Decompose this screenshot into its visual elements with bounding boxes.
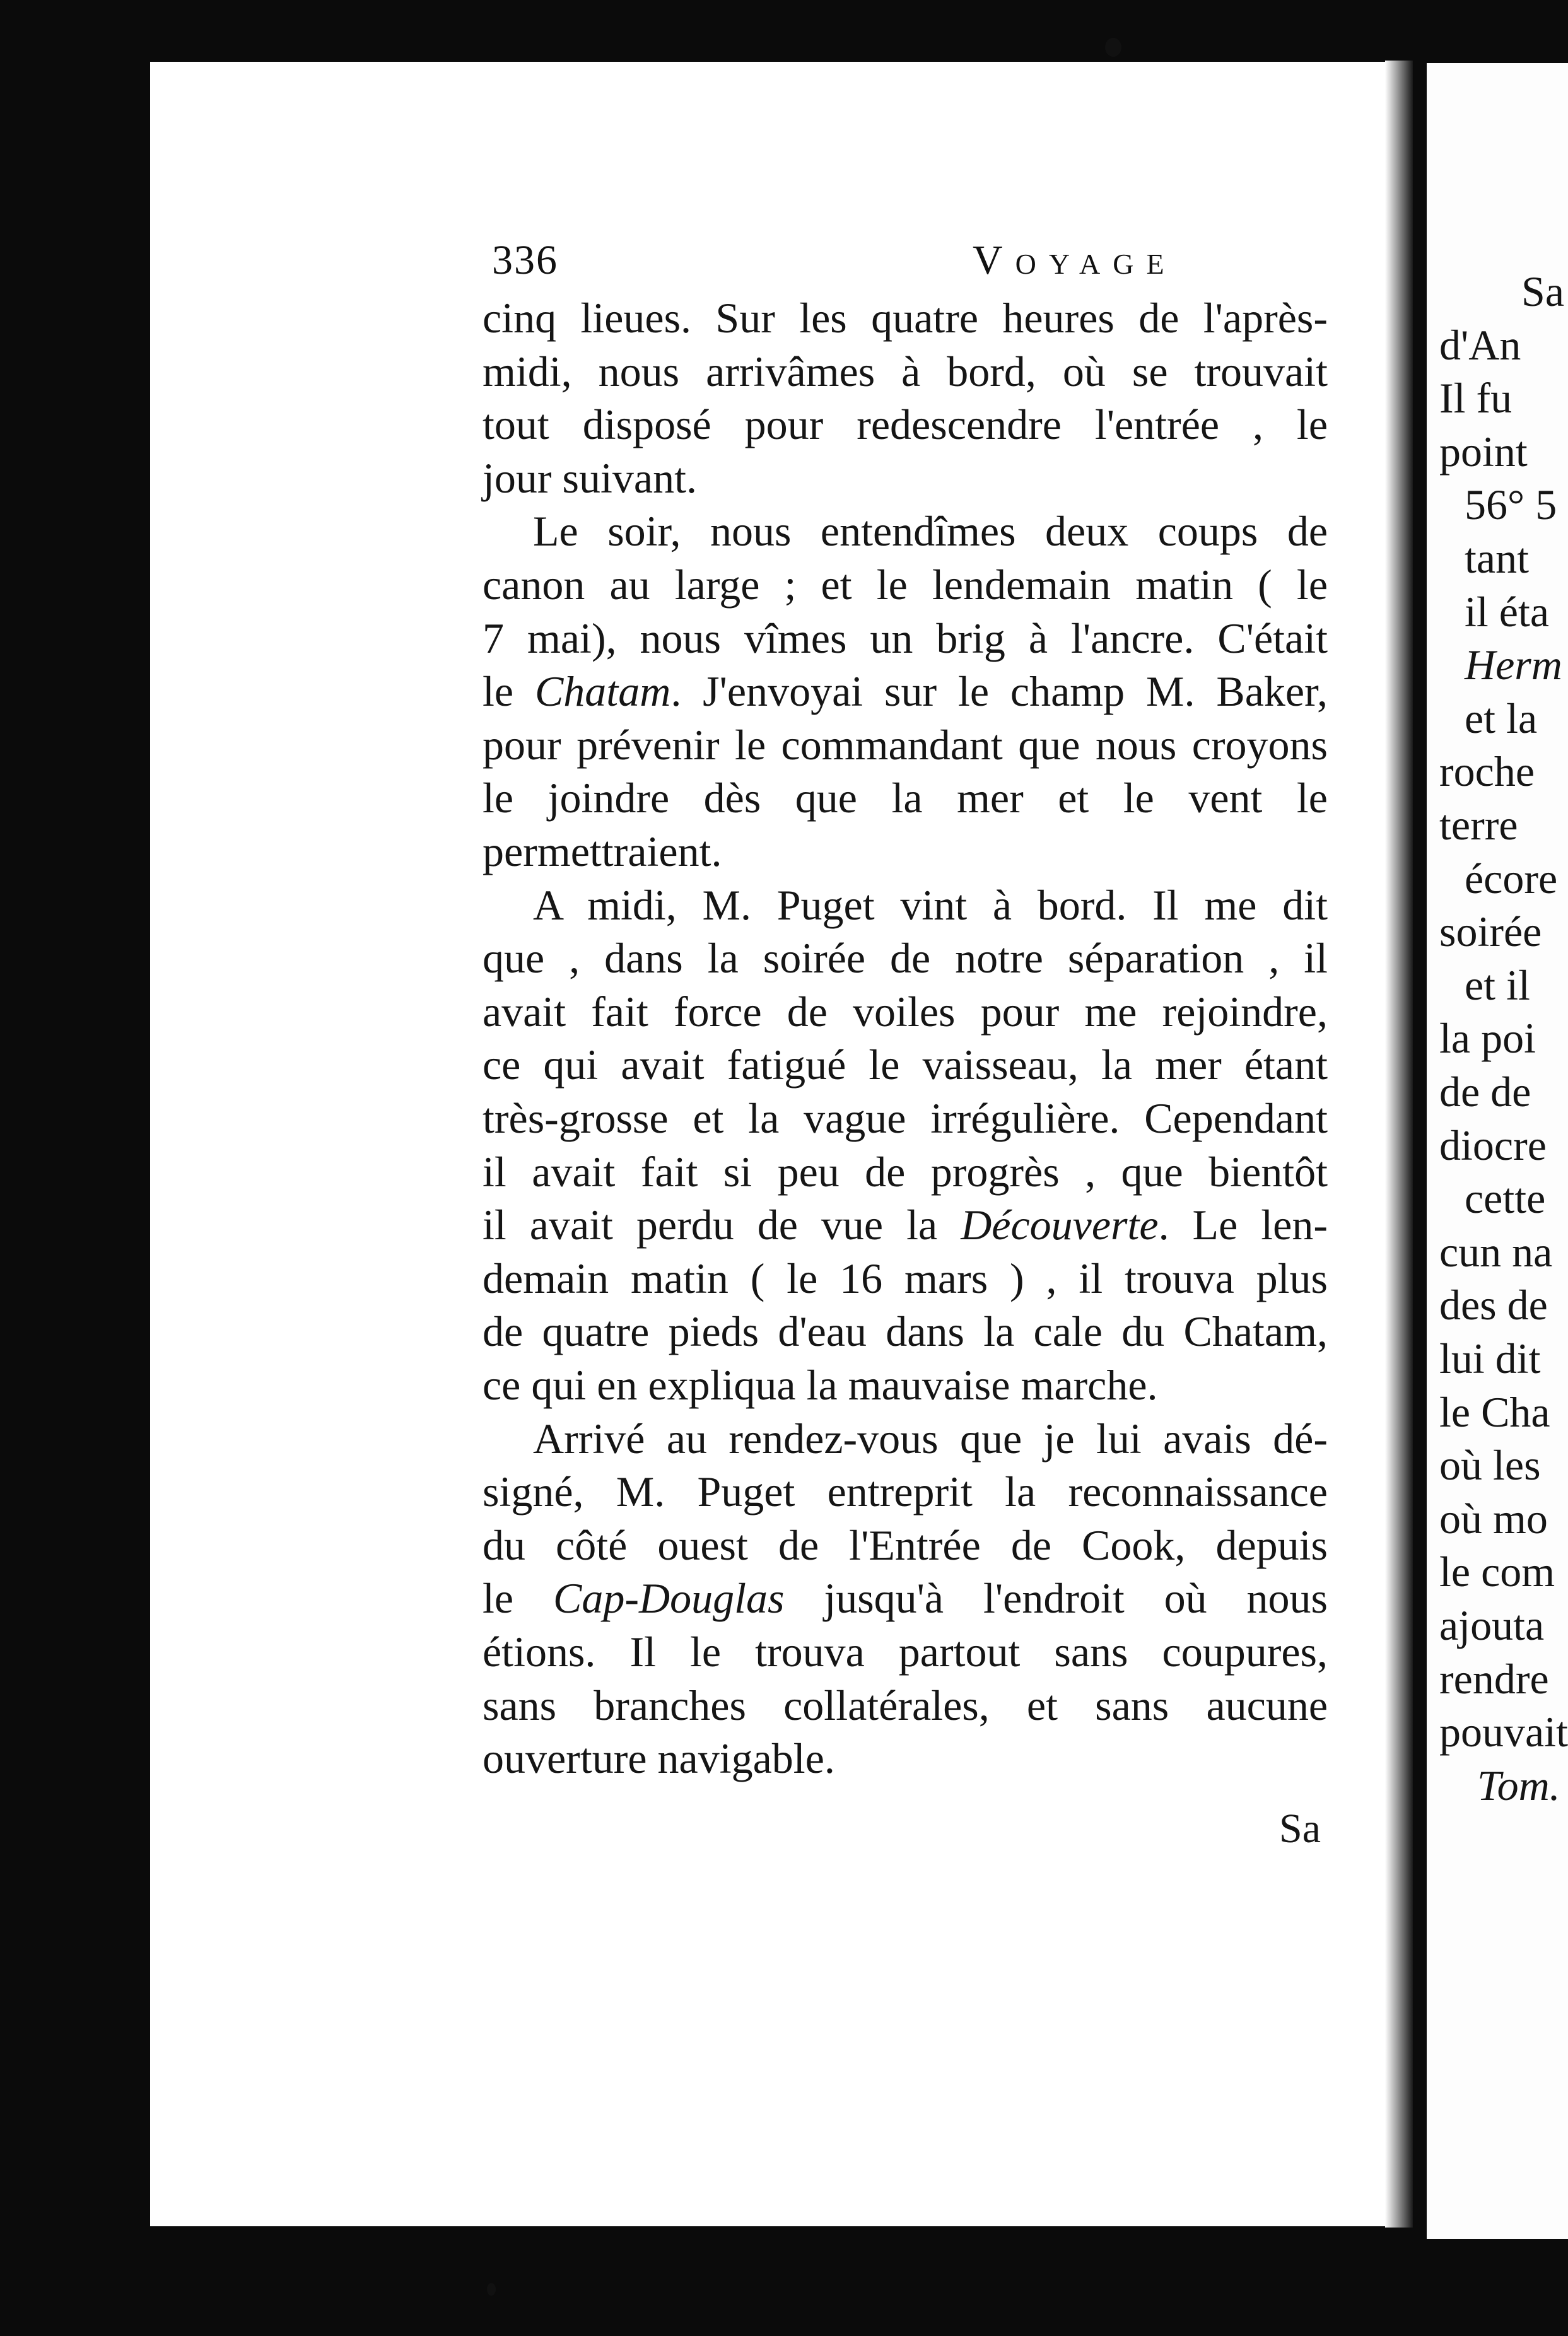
body-line: de quatre pieds d'eau dans la cale du Chatam, xyxy=(483,1307,1328,1356)
facing-page-line: diocre xyxy=(1439,1121,1547,1169)
body-line: sans branches collatérales, et sans aucune xyxy=(483,1681,1328,1729)
book-gutter xyxy=(1385,61,1413,2228)
body-line: A midi, M. Puget vint à bord. Il me dit xyxy=(533,880,1328,929)
facing-page-line: le Cha xyxy=(1439,1387,1550,1436)
facing-page-line: cun na xyxy=(1439,1227,1553,1276)
facing-page-line: cette xyxy=(1465,1174,1546,1223)
body-line: canon au large ; et le lendemain matin ( le xyxy=(483,561,1328,609)
facing-page-line: tant xyxy=(1465,534,1529,582)
body-line: que , dans la soirée de notre séparation , il xyxy=(483,934,1328,983)
body-line: ce qui avait fatigué le vaisseau, la mer étant xyxy=(483,1041,1328,1089)
facing-page-line: ajouta xyxy=(1439,1601,1545,1649)
running-title: Voyage xyxy=(973,237,1177,283)
facing-page-line: point xyxy=(1439,427,1528,476)
page-number: 336 xyxy=(492,237,558,283)
catchword: Sa xyxy=(1279,1806,1321,1852)
body-line: du côté ouest de l'Entrée de Cook, depuis xyxy=(483,1521,1328,1569)
facing-page-line: pouvait xyxy=(1439,1708,1568,1756)
facing-page xyxy=(1427,63,1568,2239)
facing-page-line: rendre xyxy=(1439,1654,1549,1703)
facing-page-line: où mo xyxy=(1439,1494,1548,1543)
body-line: il avait perdu de vue la Découverte. Le len- xyxy=(483,1201,1328,1249)
facing-page-line: la poi xyxy=(1439,1014,1536,1063)
facing-page-line: des de xyxy=(1439,1281,1548,1329)
ink-speck xyxy=(1105,38,1121,57)
body-line: le Cap-Douglas jusqu'à l'endroit où nous xyxy=(483,1574,1328,1623)
body-line: pour prévenir le commandant que nous croyons xyxy=(483,720,1328,769)
facing-page-line: lui dit xyxy=(1439,1334,1541,1382)
facing-page-line: de de xyxy=(1439,1068,1531,1116)
body-line: signé, M. Puget entreprit la reconnaissance xyxy=(483,1468,1328,1516)
facing-page-line: Tom. xyxy=(1477,1761,1560,1809)
body-line: il avait fait si peu de progrès , que bientôt xyxy=(483,1147,1328,1196)
body-line: très-grosse et la vague irrégulière. Cependant xyxy=(483,1094,1328,1142)
facing-page-line: Il fu xyxy=(1439,374,1512,423)
facing-page-line: où les xyxy=(1439,1441,1541,1490)
body-line: jour suivant. xyxy=(483,453,697,502)
facing-page-line: écore xyxy=(1465,854,1558,902)
facing-page-line: le com xyxy=(1439,1548,1555,1596)
body-line: permettraient. xyxy=(483,827,722,875)
facing-page-line: Sa xyxy=(1521,267,1564,315)
facing-page-line: il éta xyxy=(1465,587,1550,636)
body-line: avait fait force de voiles pour me rejoindre, xyxy=(483,987,1328,1036)
body-line: 7 mai), nous vîmes un brig à l'ancre. C'était xyxy=(483,614,1328,662)
ink-speck xyxy=(487,2283,496,2296)
facing-page-line: soirée xyxy=(1439,908,1542,956)
facing-page-line: terre xyxy=(1439,801,1518,849)
body-line: cinq lieues. Sur les quatre heures de l'après- xyxy=(483,294,1328,342)
facing-page-line: et la xyxy=(1465,694,1538,742)
body-line: ouverture navigable. xyxy=(483,1734,835,1783)
body-line: Le soir, nous entendîmes deux coups de xyxy=(533,507,1328,556)
body-line: midi, nous arrivâmes à bord, où se trouvait xyxy=(483,347,1328,395)
body-line: tout disposé pour redescendre l'entrée , le xyxy=(483,400,1328,449)
body-line: ce qui en expliqua la mauvaise marche. xyxy=(483,1361,1158,1409)
facing-page-line: d'An xyxy=(1439,320,1521,369)
body-line: le Chatam. J'envoyai sur le champ M. Baker, xyxy=(483,667,1328,716)
facing-page-line: roche xyxy=(1439,747,1535,796)
body-line: le joindre dès que la mer et le vent le xyxy=(483,774,1328,822)
facing-page-line: et il xyxy=(1465,961,1530,1009)
body-line: étions. Il le trouva partout sans coupures, xyxy=(483,1628,1328,1676)
body-line: Arrivé au rendez-vous que je lui avais dé- xyxy=(533,1414,1328,1463)
facing-page-line: Herm xyxy=(1465,641,1562,689)
body-line: demain matin ( le 16 mars ) , il trouva plus xyxy=(483,1254,1328,1302)
facing-page-line: 56° 5 xyxy=(1465,481,1557,529)
